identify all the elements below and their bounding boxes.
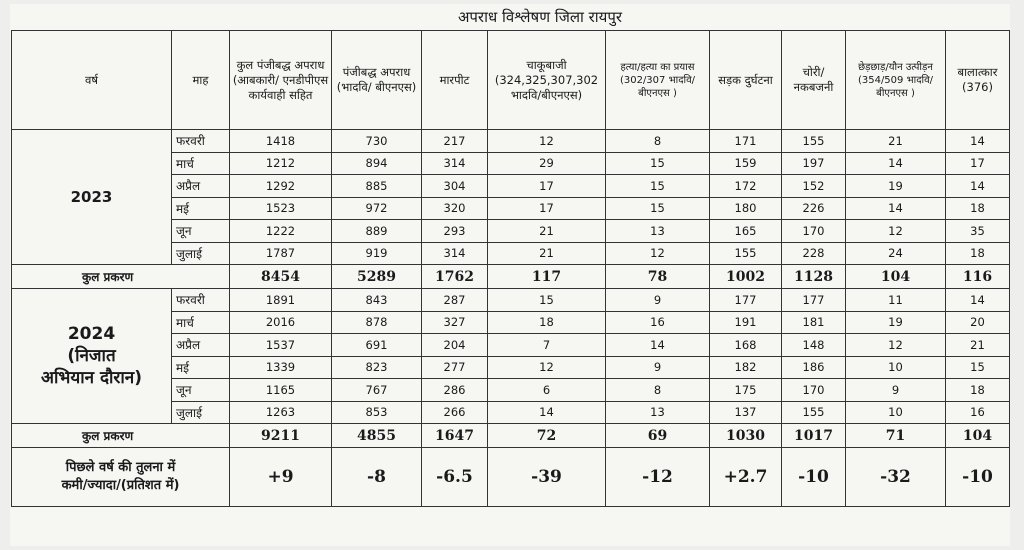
value-cell: 16 (606, 311, 710, 334)
comparison-value: -32 (846, 448, 946, 507)
comparison-value: -12 (606, 448, 710, 507)
value-cell: 286 (422, 379, 488, 402)
total-value: 1128 (782, 265, 846, 289)
value-cell: 1222 (230, 220, 332, 243)
value-cell: 1537 (230, 334, 332, 357)
value-cell: 181 (782, 311, 846, 334)
value-cell: 18 (488, 311, 606, 334)
value-cell: 972 (332, 197, 422, 220)
total-value: 72 (488, 424, 606, 448)
value-cell: 226 (782, 197, 846, 220)
year-2024-line: 2024 (67, 324, 116, 344)
value-cell: 172 (710, 175, 782, 198)
value-cell: 24 (846, 242, 946, 265)
value-cell: 21 (946, 334, 1010, 357)
month-cell: फरवरी (172, 130, 230, 153)
value-cell: 19 (846, 311, 946, 334)
value-cell: 152 (782, 175, 846, 198)
value-cell: 21 (846, 130, 946, 153)
month-cell: मार्च (172, 311, 230, 334)
month-cell: जुलाई (172, 401, 230, 424)
value-cell: 11 (846, 289, 946, 312)
value-cell: 878 (332, 311, 422, 334)
crime-analysis-sheet (10, 4, 1010, 546)
value-cell: 1339 (230, 356, 332, 379)
value-cell: 293 (422, 220, 488, 243)
value-cell: 9 (606, 356, 710, 379)
value-cell: 168 (710, 334, 782, 357)
value-cell: 14 (606, 334, 710, 357)
header-harassment: छेड़छाड़/यौन उत्पीड़न (354/509 भादवि/बीएनएस ) (846, 31, 946, 130)
value-cell: 894 (332, 152, 422, 175)
value-cell: 320 (422, 197, 488, 220)
value-cell: 19 (846, 175, 946, 198)
value-cell: 8 (606, 130, 710, 153)
month-cell: अप्रैल (172, 175, 230, 198)
value-cell: 137 (710, 401, 782, 424)
table-row (12, 289, 1010, 312)
header-total-registered: कुल पंजीबद्ध अपराध (आबकारी/ एनडीपीएस कार्यवाही सहित (230, 31, 332, 130)
value-cell: 155 (782, 130, 846, 153)
value-cell: 14 (488, 401, 606, 424)
value-cell: 889 (332, 220, 422, 243)
value-cell: 177 (782, 289, 846, 312)
header-road-accident: सड़क दुर्घटना (710, 31, 782, 130)
value-cell: 35 (946, 220, 1010, 243)
value-cell: 17 (488, 175, 606, 198)
value-cell: 1292 (230, 175, 332, 198)
value-cell: 287 (422, 289, 488, 312)
value-cell: 1891 (230, 289, 332, 312)
header-month: माह (172, 31, 230, 130)
value-cell: 730 (332, 130, 422, 153)
value-cell: 14 (846, 152, 946, 175)
value-cell: 12 (488, 356, 606, 379)
value-cell: 12 (846, 220, 946, 243)
month-cell: अप्रैल (172, 334, 230, 357)
header-year: वर्ष (12, 31, 172, 130)
value-cell: 9 (606, 289, 710, 312)
value-cell: 15 (606, 175, 710, 198)
comparison-value: -8 (332, 448, 422, 507)
value-cell: 15 (606, 152, 710, 175)
value-cell: 691 (332, 334, 422, 357)
month-cell: मार्च (172, 152, 230, 175)
value-cell: 9 (846, 379, 946, 402)
value-cell: 277 (422, 356, 488, 379)
comparison-value: -10 (946, 448, 1010, 507)
month-cell: मई (172, 356, 230, 379)
value-cell: 13 (606, 401, 710, 424)
crime-table (11, 30, 1010, 507)
value-cell: 217 (422, 130, 488, 153)
header-assault: मारपीट (422, 31, 488, 130)
value-cell: 1263 (230, 401, 332, 424)
value-cell: 767 (332, 379, 422, 402)
value-cell: 170 (782, 379, 846, 402)
value-cell: 885 (332, 175, 422, 198)
value-cell: 14 (846, 197, 946, 220)
value-cell: 21 (488, 220, 606, 243)
header-registered-ipc: पंजीबद्ध अपराध (भादवि/ बीएनएस) (332, 31, 422, 130)
year-2024-line: अभियान दौरान) (41, 368, 142, 388)
value-cell: 12 (606, 242, 710, 265)
value-cell: 12 (488, 130, 606, 153)
value-cell: 13 (606, 220, 710, 243)
value-cell: 177 (710, 289, 782, 312)
value-cell: 6 (488, 379, 606, 402)
value-cell: 18 (946, 379, 1010, 402)
month-cell: जून (172, 379, 230, 402)
comparison-label-line: कमी/ज्यादा/(प्रतिशत में) (61, 478, 180, 493)
value-cell: 10 (846, 401, 946, 424)
year-2023-cell: 2023 (12, 130, 172, 265)
comparison-label-line: पिछले वर्ष की तुलना में (65, 460, 176, 475)
value-cell: 314 (422, 152, 488, 175)
month-cell: मई (172, 197, 230, 220)
year-2024-line: (निजात (67, 346, 116, 366)
comparison-label (12, 448, 230, 507)
total-row (12, 424, 1010, 448)
value-cell: 171 (710, 130, 782, 153)
value-cell: 204 (422, 334, 488, 357)
value-cell: 14 (946, 175, 1010, 198)
total-value: 104 (946, 424, 1010, 448)
month-cell: जून (172, 220, 230, 243)
total-value: 8454 (230, 265, 332, 289)
total-value: 104 (846, 265, 946, 289)
total-label: कुल प्रकरण (12, 424, 230, 448)
total-row (12, 265, 1010, 289)
total-value: 69 (606, 424, 710, 448)
value-cell: 17 (488, 197, 606, 220)
header-row (12, 31, 1010, 130)
total-value: 1030 (710, 424, 782, 448)
table-row (12, 130, 1010, 153)
total-value: 1002 (710, 265, 782, 289)
value-cell: 20 (946, 311, 1010, 334)
comparison-value: -10 (782, 448, 846, 507)
value-cell: 18 (946, 242, 1010, 265)
value-cell: 1787 (230, 242, 332, 265)
value-cell: 155 (710, 242, 782, 265)
value-cell: 175 (710, 379, 782, 402)
total-value: 1762 (422, 265, 488, 289)
value-cell: 197 (782, 152, 846, 175)
value-cell: 1523 (230, 197, 332, 220)
value-cell: 29 (488, 152, 606, 175)
comparison-value: +2.7 (710, 448, 782, 507)
value-cell: 170 (782, 220, 846, 243)
total-value: 116 (946, 265, 1010, 289)
value-cell: 1165 (230, 379, 332, 402)
total-label: कुल प्रकरण (12, 265, 230, 289)
total-value: 78 (606, 265, 710, 289)
comparison-value: -39 (488, 448, 606, 507)
total-value: 1647 (422, 424, 488, 448)
value-cell: 327 (422, 311, 488, 334)
value-cell: 16 (946, 401, 1010, 424)
value-cell: 10 (846, 356, 946, 379)
value-cell: 14 (946, 289, 1010, 312)
value-cell: 15 (606, 197, 710, 220)
page-title: अपराध विश्लेषण जिला रायपुर (457, 8, 623, 26)
value-cell: 843 (332, 289, 422, 312)
header-rape: बालात्कार (376) (946, 31, 1010, 130)
value-cell: 21 (488, 242, 606, 265)
value-cell: 1418 (230, 130, 332, 153)
total-value: 4855 (332, 424, 422, 448)
value-cell: 148 (782, 334, 846, 357)
value-cell: 18 (946, 197, 1010, 220)
value-cell: 266 (422, 401, 488, 424)
value-cell: 2016 (230, 311, 332, 334)
value-cell: 15 (488, 289, 606, 312)
value-cell: 180 (710, 197, 782, 220)
comparison-row (12, 448, 1010, 507)
value-cell: 919 (332, 242, 422, 265)
comparison-value: +9 (230, 448, 332, 507)
value-cell: 186 (782, 356, 846, 379)
value-cell: 159 (710, 152, 782, 175)
value-cell: 853 (332, 401, 422, 424)
total-value: 1017 (782, 424, 846, 448)
header-murder: हत्या/हत्या का प्रयास (302/307 भादवि/बीएनएस ) (606, 31, 710, 130)
value-cell: 823 (332, 356, 422, 379)
total-value: 5289 (332, 265, 422, 289)
value-cell: 165 (710, 220, 782, 243)
year-2024-cell (12, 289, 172, 424)
value-cell: 228 (782, 242, 846, 265)
value-cell: 15 (946, 356, 1010, 379)
month-cell: फरवरी (172, 289, 230, 312)
value-cell: 191 (710, 311, 782, 334)
value-cell: 17 (946, 152, 1010, 175)
value-cell: 1212 (230, 152, 332, 175)
value-cell: 304 (422, 175, 488, 198)
value-cell: 155 (782, 401, 846, 424)
total-value: 71 (846, 424, 946, 448)
value-cell: 14 (946, 130, 1010, 153)
value-cell: 8 (606, 379, 710, 402)
value-cell: 182 (710, 356, 782, 379)
header-theft: चोरी/ नकबजनी (782, 31, 846, 130)
total-value: 117 (488, 265, 606, 289)
value-cell: 314 (422, 242, 488, 265)
total-value: 9211 (230, 424, 332, 448)
value-cell: 7 (488, 334, 606, 357)
value-cell: 12 (846, 334, 946, 357)
header-knife-attack: चाकूबाजी (324,325,307,302 भादवि/बीएनएस) (488, 31, 606, 130)
month-cell: जुलाई (172, 242, 230, 265)
comparison-value: -6.5 (422, 448, 488, 507)
